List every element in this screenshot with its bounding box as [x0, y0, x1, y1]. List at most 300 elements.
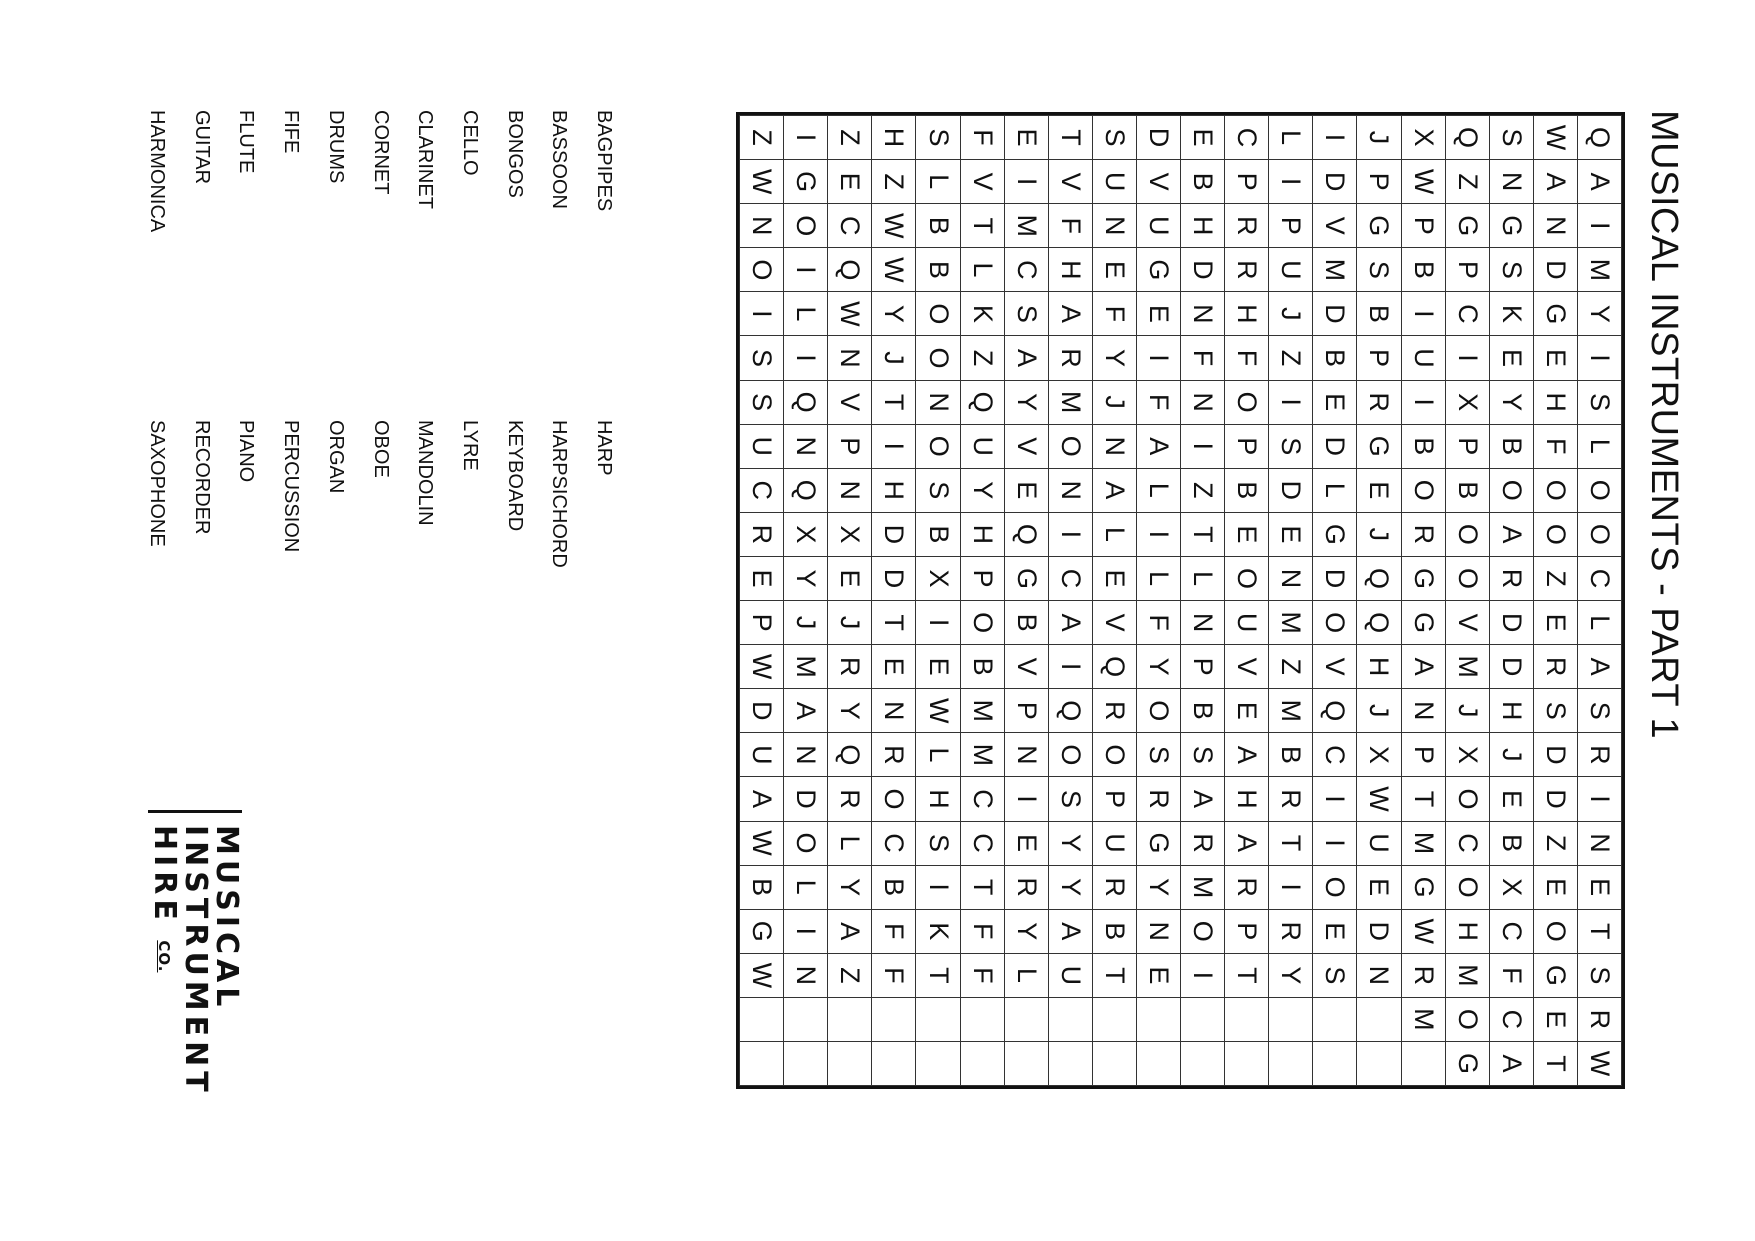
- grid-cell: H: [916, 777, 960, 821]
- grid-cell: X: [1489, 865, 1533, 909]
- grid-cell: D: [1533, 248, 1577, 292]
- grid-cell: N: [1181, 601, 1225, 645]
- grid-cell: R: [740, 512, 784, 556]
- grid-cell: Y: [1004, 380, 1048, 424]
- grid-cell: E: [1533, 601, 1577, 645]
- grid-cell: S: [1269, 424, 1313, 468]
- grid-cell: Z: [828, 953, 872, 997]
- grid-cell: O: [1577, 468, 1621, 512]
- grid-cell: I: [1269, 380, 1313, 424]
- grid-cell: X: [1445, 380, 1489, 424]
- grid-cell: Z: [1445, 160, 1489, 204]
- grid-cell: T: [872, 601, 916, 645]
- grid-cell: N: [784, 953, 828, 997]
- grid-cell: W: [828, 292, 872, 336]
- grid-row: [1401, 116, 1445, 1086]
- grid-cell: S: [1313, 953, 1357, 997]
- grid-cell: S: [1577, 953, 1621, 997]
- grid-row: [740, 116, 784, 1086]
- grid-cell: E: [1357, 468, 1401, 512]
- grid-cell: Y: [1489, 380, 1533, 424]
- grid-row: [1313, 116, 1357, 1086]
- grid-cell: C: [1004, 248, 1048, 292]
- grid-cell: [872, 1041, 916, 1085]
- grid-cell: F: [1136, 601, 1180, 645]
- grid-cell: M: [1445, 645, 1489, 689]
- grid-cell: C: [1225, 116, 1269, 160]
- grid-cell: C: [960, 777, 1004, 821]
- grid-cell: B: [1445, 468, 1489, 512]
- grid-cell: F: [1136, 380, 1180, 424]
- grid-cell: G: [1313, 512, 1357, 556]
- logo-line-2: INSTRUMENT: [178, 825, 213, 1097]
- grid-cell: A: [828, 909, 872, 953]
- grid-cell: Y: [872, 292, 916, 336]
- grid-cell: R: [1357, 380, 1401, 424]
- grid-cell: N: [1269, 556, 1313, 600]
- word-list-item: HARMONICA: [146, 110, 169, 233]
- grid-cell: M: [1401, 997, 1445, 1041]
- grid-cell: B: [872, 865, 916, 909]
- grid-cell: E: [916, 645, 960, 689]
- grid-cell: Z: [740, 116, 784, 160]
- grid-cell: A: [1048, 909, 1092, 953]
- grid-row: [872, 116, 916, 1086]
- grid-cell: R: [1401, 512, 1445, 556]
- grid-cell: P: [740, 601, 784, 645]
- grid-cell: F: [1225, 336, 1269, 380]
- grid-cell: R: [1489, 556, 1533, 600]
- grid-cell: C: [960, 821, 1004, 865]
- grid-cell: Y: [1269, 953, 1313, 997]
- grid-cell: C: [1445, 821, 1489, 865]
- grid-cell: O: [1181, 909, 1225, 953]
- word-list-item: CELLO: [458, 110, 481, 176]
- grid-cell: Z: [1269, 336, 1313, 380]
- grid-cell: A: [1577, 645, 1621, 689]
- grid-cell: S: [1357, 248, 1401, 292]
- grid-cell: I: [784, 116, 828, 160]
- grid-cell: S: [1136, 733, 1180, 777]
- grid-row: [1489, 116, 1533, 1086]
- grid-cell: M: [1269, 601, 1313, 645]
- grid-cell: N: [1401, 689, 1445, 733]
- grid-cell: I: [1269, 160, 1313, 204]
- grid-cell: F: [960, 953, 1004, 997]
- grid-cell: N: [1357, 953, 1401, 997]
- grid-cell: T: [1577, 909, 1621, 953]
- grid-cell: O: [1313, 865, 1357, 909]
- grid-cell: T: [1181, 512, 1225, 556]
- grid-cell: L: [1313, 468, 1357, 512]
- grid-cell: I: [1313, 777, 1357, 821]
- grid-cell: A: [740, 777, 784, 821]
- grid-cell: H: [1225, 292, 1269, 336]
- grid-cell: H: [1357, 645, 1401, 689]
- grid-cell: O: [1533, 909, 1577, 953]
- grid-cell: Q: [1357, 601, 1401, 645]
- grid-cell: L: [784, 865, 828, 909]
- grid-cell: B: [960, 645, 1004, 689]
- grid-cell: A: [784, 689, 828, 733]
- grid-cell: T: [1225, 953, 1269, 997]
- grid-cell: I: [784, 909, 828, 953]
- grid-cell: A: [1489, 512, 1533, 556]
- grid-cell: E: [1092, 248, 1136, 292]
- grid-cell: Q: [960, 380, 1004, 424]
- grid-table: [739, 115, 1622, 1086]
- grid-cell: D: [1313, 424, 1357, 468]
- grid-cell: K: [916, 909, 960, 953]
- grid-cell: E: [1136, 292, 1180, 336]
- grid-cell: P: [1181, 645, 1225, 689]
- grid-cell: L: [828, 821, 872, 865]
- grid-cell: T: [1269, 821, 1313, 865]
- grid-cell: I: [1577, 204, 1621, 248]
- grid-cell: [1092, 997, 1136, 1041]
- grid-cell: U: [740, 733, 784, 777]
- grid-cell: N: [1533, 204, 1577, 248]
- grid-cell: L: [1092, 512, 1136, 556]
- grid-cell: L: [1136, 468, 1180, 512]
- grid-cell: E: [1004, 821, 1048, 865]
- grid-cell: I: [872, 424, 916, 468]
- grid-cell: I: [1181, 424, 1225, 468]
- grid-cell: O: [1225, 556, 1269, 600]
- grid-cell: N: [872, 689, 916, 733]
- grid-cell: Q: [1445, 116, 1489, 160]
- grid-cell: I: [1136, 512, 1180, 556]
- grid-cell: D: [1269, 468, 1313, 512]
- grid-cell: E: [828, 160, 872, 204]
- grid-cell: J: [784, 601, 828, 645]
- grid-cell: M: [1401, 821, 1445, 865]
- word-list-column-1: [123, 110, 615, 232]
- grid-cell: P: [1445, 424, 1489, 468]
- grid-cell: Z: [960, 336, 1004, 380]
- grid-cell: C: [1313, 733, 1357, 777]
- grid-cell: I: [1048, 512, 1092, 556]
- grid-cell: P: [1225, 424, 1269, 468]
- grid-cell: O: [916, 424, 960, 468]
- grid-cell: R: [1269, 909, 1313, 953]
- grid-cell: G: [1136, 821, 1180, 865]
- grid-cell: M: [1445, 953, 1489, 997]
- grid-cell: W: [740, 821, 784, 865]
- grid-cell: B: [1181, 689, 1225, 733]
- grid-cell: H: [872, 116, 916, 160]
- grid-row: [916, 116, 960, 1086]
- grid-cell: H: [872, 468, 916, 512]
- grid-row: [1181, 116, 1225, 1086]
- grid-cell: A: [1489, 1041, 1533, 1085]
- grid-cell: [1004, 997, 1048, 1041]
- grid-cell: G: [1401, 865, 1445, 909]
- grid-cell: Y: [828, 689, 872, 733]
- grid-cell: V: [1136, 160, 1180, 204]
- logo-line-3: [148, 825, 180, 1097]
- grid-cell: [1136, 1041, 1180, 1085]
- grid-cell: O: [1401, 468, 1445, 512]
- grid-cell: M: [960, 689, 1004, 733]
- grid-cell: D: [1489, 645, 1533, 689]
- grid-cell: [960, 1041, 1004, 1085]
- grid-cell: D: [1533, 733, 1577, 777]
- grid-cell: O: [1048, 733, 1092, 777]
- grid-cell: O: [916, 292, 960, 336]
- grid-cell: [1357, 1041, 1401, 1085]
- grid-cell: H: [1181, 204, 1225, 248]
- grid-cell: [960, 997, 1004, 1041]
- grid-cell: W: [740, 953, 784, 997]
- grid-row: [1004, 116, 1048, 1086]
- word-list-item: PERCUSSION: [280, 420, 303, 553]
- grid-cell: C: [1489, 909, 1533, 953]
- grid-cell: E: [1313, 909, 1357, 953]
- grid-cell: E: [1533, 997, 1577, 1041]
- grid-cell: V: [1004, 645, 1048, 689]
- word-list-item: PIANO: [235, 420, 258, 483]
- grid-cell: I: [1401, 292, 1445, 336]
- grid-cell: I: [1136, 336, 1180, 380]
- grid-cell: R: [828, 777, 872, 821]
- grid-cell: C: [872, 821, 916, 865]
- grid-cell: N: [1577, 821, 1621, 865]
- grid-cell: R: [872, 733, 916, 777]
- grid-cell: O: [740, 248, 784, 292]
- grid-cell: P: [1357, 160, 1401, 204]
- grid-cell: G: [740, 909, 784, 953]
- grid-cell: I: [916, 601, 960, 645]
- grid-cell: L: [916, 733, 960, 777]
- grid-cell: V: [1313, 645, 1357, 689]
- grid-cell: S: [916, 821, 960, 865]
- grid-cell: I: [1401, 380, 1445, 424]
- grid-cell: F: [1489, 953, 1533, 997]
- grid-cell: R: [1533, 645, 1577, 689]
- grid-cell: H: [1489, 689, 1533, 733]
- word-list-item: KEYBOARD: [503, 420, 526, 532]
- grid-cell: H: [1048, 248, 1092, 292]
- grid-cell: R: [1269, 777, 1313, 821]
- grid-cell: N: [784, 733, 828, 777]
- grid-cell: B: [1313, 336, 1357, 380]
- grid-cell: [1136, 997, 1180, 1041]
- grid-cell: B: [1489, 821, 1533, 865]
- grid-cell: R: [1225, 204, 1269, 248]
- grid-cell: S: [1577, 380, 1621, 424]
- grid-cell: T: [916, 953, 960, 997]
- grid-cell: T: [1048, 116, 1092, 160]
- grid-cell: R: [828, 645, 872, 689]
- grid-cell: [1004, 1041, 1048, 1085]
- grid-cell: L: [1577, 424, 1621, 468]
- grid-cell: N: [1092, 204, 1136, 248]
- grid-cell: [916, 997, 960, 1041]
- grid-cell: W: [740, 645, 784, 689]
- grid-cell: C: [1445, 292, 1489, 336]
- grid-cell: [784, 997, 828, 1041]
- grid-cell: J: [1357, 116, 1401, 160]
- grid-cell: A: [1048, 292, 1092, 336]
- grid-cell: G: [1004, 556, 1048, 600]
- grid-cell: R: [1577, 733, 1621, 777]
- grid-cell: D: [1313, 160, 1357, 204]
- grid-cell: F: [960, 116, 1004, 160]
- grid-cell: F: [1533, 424, 1577, 468]
- word-search-grid: [736, 112, 1625, 1089]
- grid-cell: O: [1533, 512, 1577, 556]
- grid-cell: P: [1269, 204, 1313, 248]
- grid-cell: P: [1225, 909, 1269, 953]
- grid-cell: P: [1445, 248, 1489, 292]
- grid-cell: R: [1004, 865, 1048, 909]
- grid-cell: F: [872, 953, 916, 997]
- grid-cell: R: [1048, 336, 1092, 380]
- grid-cell: N: [828, 336, 872, 380]
- grid-cell: G: [1489, 204, 1533, 248]
- grid-cell: E: [1225, 689, 1269, 733]
- word-list-item: FIFE: [280, 110, 303, 154]
- grid-cell: G: [1357, 204, 1401, 248]
- grid-cell: U: [1401, 336, 1445, 380]
- grid-cell: U: [1048, 953, 1092, 997]
- grid-cell: Y: [828, 865, 872, 909]
- grid-cell: E: [1181, 116, 1225, 160]
- grid-cell: P: [1401, 733, 1445, 777]
- grid-cell: K: [1489, 292, 1533, 336]
- grid-cell: J: [1092, 380, 1136, 424]
- grid-cell: [1269, 1041, 1313, 1085]
- grid-cell: N: [740, 204, 784, 248]
- grid-cell: D: [740, 689, 784, 733]
- grid-cell: L: [960, 248, 1004, 292]
- grid-cell: G: [1533, 953, 1577, 997]
- grid-cell: G: [1533, 292, 1577, 336]
- grid-cell: [916, 1041, 960, 1085]
- grid-cell: S: [916, 468, 960, 512]
- grid-row: [828, 116, 872, 1086]
- grid-cell: I: [1048, 645, 1092, 689]
- grid-cell: F: [1181, 336, 1225, 380]
- grid-cell: W: [1401, 160, 1445, 204]
- grid-cell: [784, 1041, 828, 1085]
- word-list-item: CLARINET: [414, 110, 437, 209]
- grid-cell: O: [784, 821, 828, 865]
- grid-cell: P: [1092, 777, 1136, 821]
- grid-cell: R: [1136, 777, 1180, 821]
- grid-cell: U: [960, 424, 1004, 468]
- grid-cell: O: [1445, 865, 1489, 909]
- grid-cell: E: [1225, 512, 1269, 556]
- grid-cell: N: [1048, 468, 1092, 512]
- grid-cell: O: [1136, 689, 1180, 733]
- grid-row: [1136, 116, 1180, 1086]
- grid-cell: E: [1489, 777, 1533, 821]
- grid-cell: Y: [1577, 292, 1621, 336]
- grid-cell: S: [1092, 116, 1136, 160]
- grid-cell: T: [960, 204, 1004, 248]
- grid-cell: Q: [828, 248, 872, 292]
- grid-cell: M: [784, 645, 828, 689]
- grid-cell: C: [1489, 997, 1533, 1041]
- grid-cell: N: [1004, 733, 1048, 777]
- grid-cell: R: [1181, 821, 1225, 865]
- grid-cell: B: [1489, 424, 1533, 468]
- grid-cell: H: [1445, 909, 1489, 953]
- grid-cell: P: [1004, 689, 1048, 733]
- grid-cell: O: [1225, 380, 1269, 424]
- grid-cell: A: [1004, 336, 1048, 380]
- grid-cell: B: [1269, 733, 1313, 777]
- grid-cell: E: [1092, 556, 1136, 600]
- grid-row: [1445, 116, 1489, 1086]
- grid-cell: I: [1313, 821, 1357, 865]
- grid-cell: O: [1445, 777, 1489, 821]
- grid-cell: E: [740, 556, 784, 600]
- grid-cell: S: [1048, 777, 1092, 821]
- grid-cell: S: [740, 336, 784, 380]
- grid-cell: S: [1489, 248, 1533, 292]
- grid-cell: O: [1489, 468, 1533, 512]
- grid-cell: O: [960, 601, 1004, 645]
- grid-cell: D: [1313, 292, 1357, 336]
- grid-cell: Y: [1136, 865, 1180, 909]
- grid-row: [1048, 116, 1092, 1086]
- word-list-item: DRUMS: [324, 110, 347, 184]
- grid-cell: X: [916, 556, 960, 600]
- grid-cell: L: [1269, 116, 1313, 160]
- grid-cell: L: [1181, 556, 1225, 600]
- grid-cell: U: [1092, 160, 1136, 204]
- grid-cell: J: [1357, 689, 1401, 733]
- logo-word-hire: HIRE: [147, 825, 182, 925]
- grid-cell: Q: [1092, 645, 1136, 689]
- grid-cell: A: [1092, 468, 1136, 512]
- grid-cell: A: [1577, 160, 1621, 204]
- grid-cell: V: [828, 380, 872, 424]
- grid-cell: I: [1313, 116, 1357, 160]
- grid-cell: [1048, 1041, 1092, 1085]
- grid-cell: Q: [1577, 116, 1621, 160]
- word-list-item: MANDOLIN: [414, 420, 437, 526]
- grid-cell: V: [960, 160, 1004, 204]
- grid-cell: X: [784, 512, 828, 556]
- grid-cell: Y: [960, 468, 1004, 512]
- grid-cell: T: [960, 865, 1004, 909]
- word-list-item: OBOE: [369, 420, 392, 478]
- grid-cell: [1048, 997, 1092, 1041]
- grid-cell: J: [872, 336, 916, 380]
- grid-cell: Q: [828, 733, 872, 777]
- grid-cell: O: [1533, 468, 1577, 512]
- grid-row: [1533, 116, 1577, 1086]
- grid-cell: [740, 997, 784, 1041]
- grid-cell: W: [740, 160, 784, 204]
- grid-cell: O: [1313, 601, 1357, 645]
- grid-cell: W: [872, 248, 916, 292]
- grid-cell: I: [1181, 953, 1225, 997]
- grid-cell: [1357, 997, 1401, 1041]
- grid-cell: G: [1357, 424, 1401, 468]
- grid-cell: H: [960, 512, 1004, 556]
- grid-cell: U: [1225, 601, 1269, 645]
- grid-cell: Y: [1092, 336, 1136, 380]
- grid-cell: Y: [1048, 821, 1092, 865]
- grid-cell: [1225, 997, 1269, 1041]
- word-list-item: CORNET: [369, 110, 392, 195]
- grid-row: [1269, 116, 1313, 1086]
